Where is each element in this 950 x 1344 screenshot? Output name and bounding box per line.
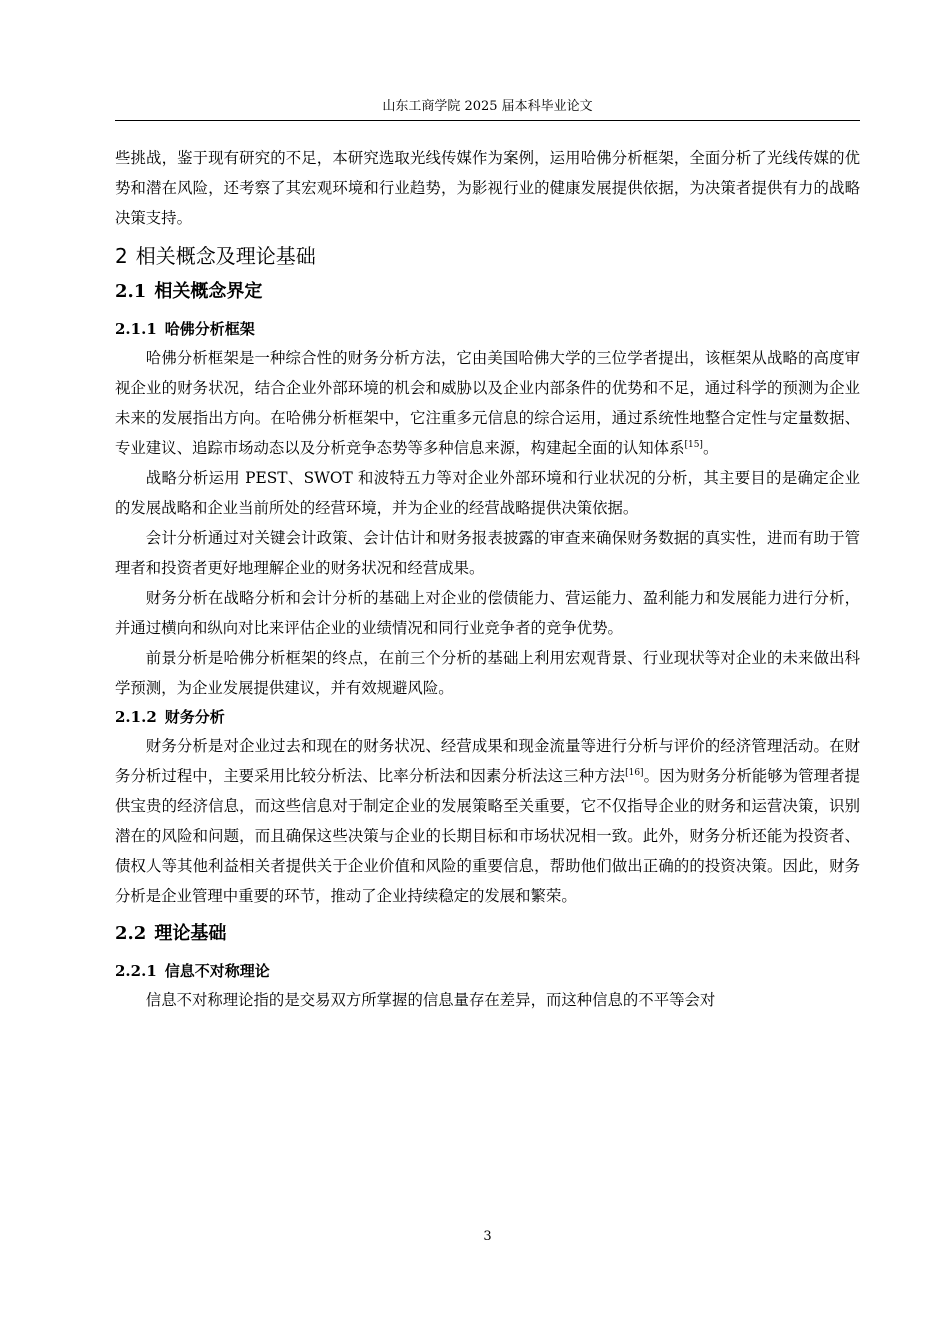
section-2-heading — [115, 241, 860, 271]
intro-paragraph: 些挑战，鉴于现有研究的不足，本研究选取光线传媒作为案例，运用哈佛分析框架，全面分析了光线传媒的优势和潜在风险，还考察了其宏观环境和行业趋势，为影视行业的健康发展提供依据，为决策者提供有力的战略决策支持。 — [115, 149, 860, 227]
section-2-1-1-title: 哈佛分析框架 — [164, 320, 255, 338]
section-2-2-1-heading — [115, 957, 860, 985]
citation-16: [16] — [625, 767, 644, 778]
section-2-number: 2 — [115, 244, 128, 268]
section-2-1-title: 相关概念界定 — [154, 281, 263, 302]
strategy-analysis-paragraph: 战略分析运用 PEST、SWOT 和波特五力等对企业外部环境和行业状况的分析，其主要目的是确定企业的发展战略和企业当前所处的经营环境，并为企业的经营战略提供决策依据。 — [115, 469, 860, 517]
harvard-framework-text-end: 。 — [702, 439, 719, 457]
financial-analysis-text-b: 。因为财务分析能够为管理者提供宝贵的经济信息，而这些信息对于制定企业的发展策略至关重要，它不仅指导企业的财务和运营决策，识别潜在的风险和问题，而且确保这些决策与企业的长期目标和市场状况相一致。此外，财务分析还能为投资者、债权人等其他利益相关者提供关于企业价值和风险的重要信息，帮助他们做出正确的的投资决策。因此，财务分析是企业管理中重要的环节，推动了企业持续稳定的发展和繁荣。 — [115, 767, 860, 905]
page-number: 3 — [483, 1229, 492, 1244]
running-header: 山东工商学院 2025 届本科毕业论文 — [382, 99, 593, 114]
section-2-1-number: 2.1 — [115, 281, 147, 302]
section-2-2-1-number: 2.2.1 — [115, 962, 157, 980]
section-2-2-number: 2.2 — [115, 923, 147, 944]
harvard-framework-paragraph — [115, 343, 860, 463]
financial-analysis-text-a: 财务分析是对企业过去和现在的财务状况、经营成果和现金流量等进行分析与评价的经济管理活动。在财务分析过程中，主要采用比较分析法、比率分析法和因素分析法这三种方法 — [115, 737, 860, 785]
accounting-analysis-paragraph: 会计分析通过对关键会计政策、会计估计和财务报表披露的审查来确保财务数据的真实性，进而有助于管理者和投资者更好地理解企业的财务状况和经营成果。 — [115, 529, 860, 577]
section-2-2-title: 理论基础 — [154, 923, 227, 944]
section-2-1-2-title: 财务分析 — [164, 708, 225, 726]
section-2-1-1-heading — [115, 315, 860, 343]
section-2-2-heading — [115, 919, 860, 949]
financial-analysis-paragraph: 财务分析在战略分析和会计分析的基础上对企业的偿债能力、营运能力、盈利能力和发展能力进行分析，并通过横向和纵向对比来评估企业的业绩情况和同行业竞争者的竞争优势。 — [115, 589, 860, 637]
citation-15: [15] — [684, 439, 703, 450]
header-divider — [115, 120, 860, 121]
section-2-2-1-title: 信息不对称理论 — [164, 962, 270, 980]
financial-analysis-definition-paragraph — [115, 731, 860, 911]
section-2-title: 相关概念及理论基础 — [135, 244, 316, 268]
page-body — [115, 143, 860, 1015]
harvard-framework-text: 哈佛分析框架是一种综合性的财务分析方法，它由美国哈佛大学的三位学者提出，该框架从战略的高度审视企业的财务状况，结合企业外部环境的机会和威胁以及企业内部条件的优势和不足，通过科学的预测为企业未来的发展指出方向。在哈佛分析框架中，它注重多元信息的综合运用，通过系统性地整合定性与定量数据、专业建议、追踪市场动态以及分析竞争态势等多种信息来源，构建起全面的认知体系 — [115, 349, 860, 457]
prospect-analysis-paragraph: 前景分析是哈佛分析框架的终点，在前三个分析的基础上利用宏观背景、行业现状等对企业的未来做出科学预测，为企业发展提供建议，并有效规避风险。 — [115, 649, 860, 697]
section-2-1-2-number: 2.1.2 — [115, 708, 157, 726]
section-2-1-2-heading — [115, 703, 860, 731]
section-2-1-1-number: 2.1.1 — [115, 320, 157, 338]
section-2-1-heading — [115, 277, 860, 307]
information-asymmetry-paragraph: 信息不对称理论指的是交易双方所掌握的信息量存在差异，而这种信息的不平等会对 — [145, 991, 716, 1009]
